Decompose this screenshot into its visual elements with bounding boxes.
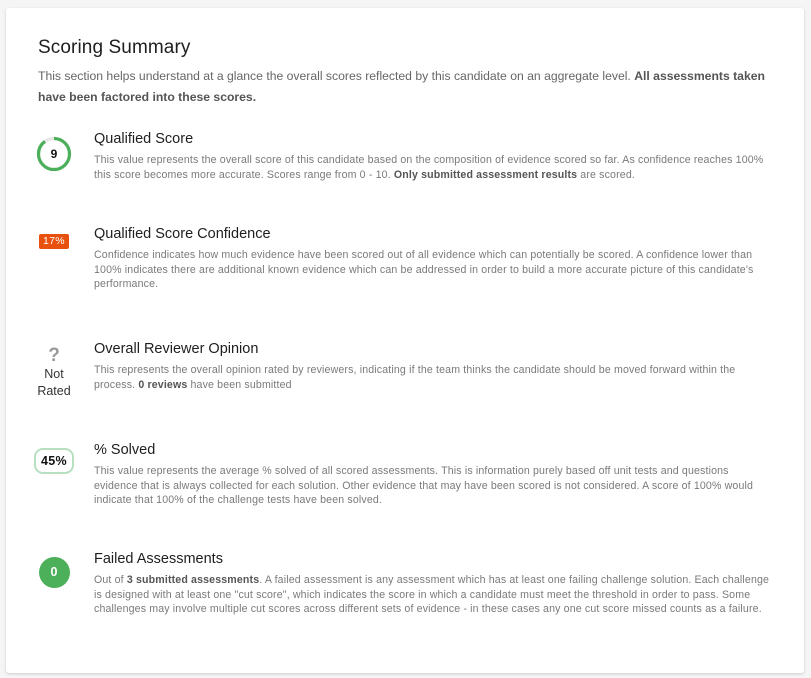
confidence-title: Qualified Score Confidence [94,226,271,242]
qualified-score-title: Qualified Score [94,131,194,147]
section-intro [38,66,778,108]
intro-text: This section helps understand at a glance the overall scores reflected by this candidate on an aggregate level. [38,69,635,83]
intro-bold-text: All assessments taken have been factored into these scores. [38,69,765,104]
section-title: Scoring Summary [38,37,191,58]
qualified-score-description [94,153,774,182]
percent-solved-badge: 45% [34,448,74,474]
reviewer-opinion-title: Overall Reviewer Opinion [94,341,259,357]
desc-text: have been submitted [187,378,292,391]
qualified-score-ring [36,136,72,172]
confidence-description: Confidence indicates how much evidence have been scored out of all evidence which can potentially be scored. A confidence lower than 100% indicates there are additional known evidence which can be addressed in order to build a more accurate picture of this candidate's performance. [94,249,754,290]
failed-assessments-title: Failed Assessments [94,551,223,567]
desc-text: Out of [94,574,127,586]
reviewer-opinion-status [34,346,74,400]
desc-text: . A failed assessment is any assessment which has at least one failing challenge solution. Each challenge is designed with at least one "cut score", which indicates the score in which a candidate must meet the threshold in order to pass. Some challenges may involve multiple cut scores across different sets of evidence - in these cases any one cut score missed counts as a failure. [94,574,770,615]
percent-solved-title: % Solved [94,442,156,458]
desc-text: This value represents the overall score of this candidate based on the composition of evidence scored so far. As confidence reaches 100% this score becomes more accurate. Scores range from 0 - 10. [94,154,764,181]
desc-bold-text: Only submitted assessment results [393,168,578,181]
desc-text: are scored. [577,168,635,181]
failed-assessments-description [94,573,774,617]
desc-text: This represents the overall opinion rated by reviewers, indicating if the team thinks the candidate should be moved forward within the process. [94,364,736,391]
confidence-badge: 17% [39,234,69,249]
desc-bold-text: 0 reviews [138,378,188,391]
question-mark-icon: ? [48,345,60,366]
not-rated-label: Not Rated [37,367,71,398]
scoring-summary-card [6,8,804,673]
desc-bold-text: 3 submitted assessments [126,574,260,586]
qualified-score-value: 9 [50,147,58,161]
percent-solved-description: This value represents the average % solved of all scored assessments. This is information purely based off unit tests and questions evidence that is always collected for each solution. Other evidence that may have been scored is not considered. A score of 100% would indicate that 100% of the challenge tests have been solved. [94,465,754,506]
failed-count-badge: 0 [39,557,70,588]
reviewer-opinion-description [94,363,774,392]
